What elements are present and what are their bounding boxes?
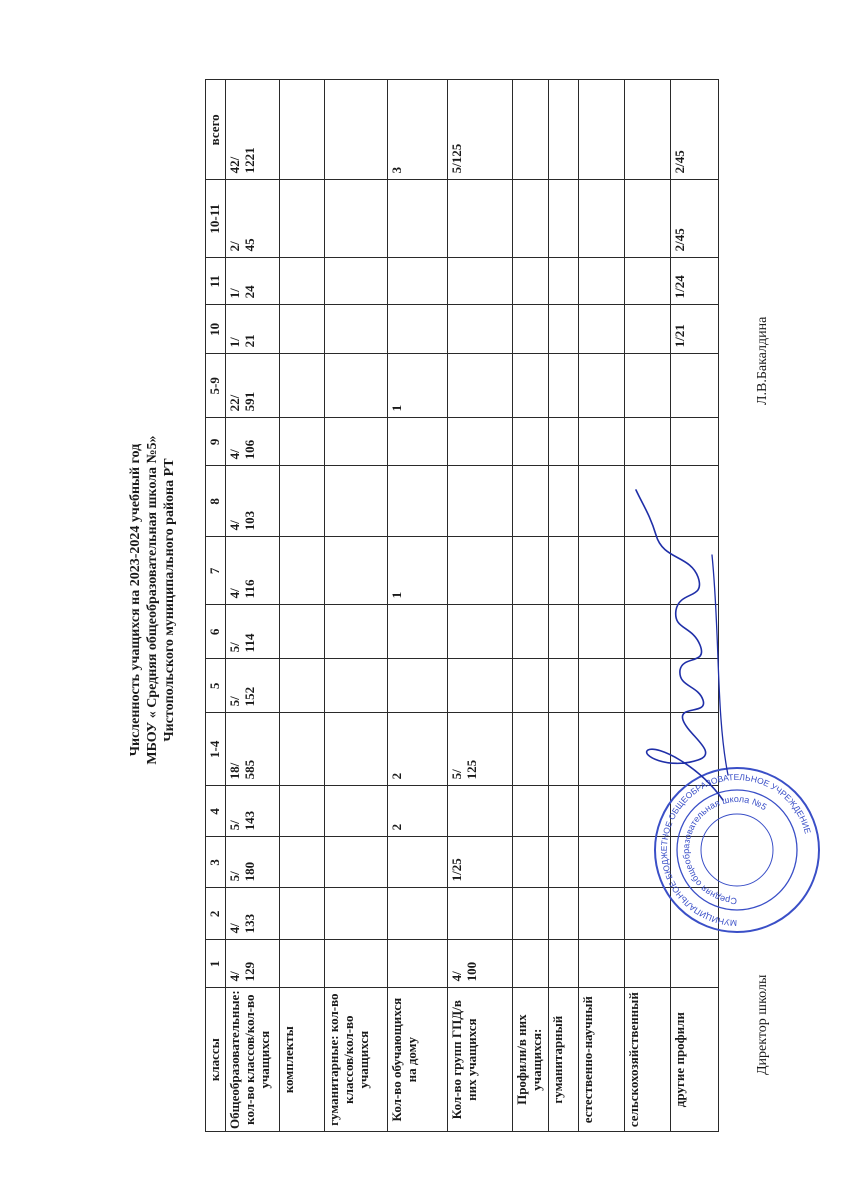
- table-cell: [513, 354, 549, 418]
- table-cell: [280, 466, 325, 537]
- table-cell: 1/ 21: [226, 305, 280, 354]
- table-cell: [280, 258, 325, 305]
- table-cell: [513, 418, 549, 466]
- table-cell: [325, 80, 388, 180]
- table-cell: [579, 605, 625, 659]
- table-cell: [280, 837, 325, 888]
- table-cell: [325, 786, 388, 837]
- table-cell: 2/45: [671, 80, 719, 180]
- header-cell: всего: [206, 80, 226, 180]
- table-cell: [513, 659, 549, 713]
- table-cell: [625, 940, 671, 988]
- table-row: [448, 80, 513, 1132]
- table-cell: 4/ 100: [448, 940, 513, 988]
- table-cell: [579, 180, 625, 258]
- table-cell: [448, 258, 513, 305]
- row-label: Кол-во обучающихся на дому: [388, 988, 448, 1132]
- table-cell: [388, 258, 448, 305]
- table-row: [388, 80, 448, 1132]
- table-cell: 5/ 180: [226, 837, 280, 888]
- table-cell: [625, 354, 671, 418]
- table-cell: [448, 786, 513, 837]
- table-cell: 1/24: [671, 258, 719, 305]
- table-cell: [513, 180, 549, 258]
- header-cell: 6: [206, 605, 226, 659]
- table-cell: 1: [388, 354, 448, 418]
- table-cell: [513, 305, 549, 354]
- table-cell: [513, 888, 549, 940]
- table-cell: [513, 837, 549, 888]
- table-cell: [280, 605, 325, 659]
- table-cell: [513, 713, 549, 786]
- table-cell: [579, 837, 625, 888]
- table-cell: [513, 466, 549, 537]
- table-cell: 5/125: [448, 80, 513, 180]
- table-cell: [280, 305, 325, 354]
- table-cell: 1/21: [671, 305, 719, 354]
- director-name: Л.В.Бакалдина: [755, 316, 770, 405]
- table-cell: [579, 466, 625, 537]
- table-cell: [388, 605, 448, 659]
- table-cell: [280, 354, 325, 418]
- table-cell: [625, 258, 671, 305]
- table-row: [549, 80, 579, 1132]
- title-line-3: Чистопольского муниципального района РТ: [162, 458, 177, 742]
- table-cell: [579, 713, 625, 786]
- table-cell: [388, 888, 448, 940]
- table-cell: [549, 786, 579, 837]
- header-cell: 10-11: [206, 180, 226, 258]
- table-cell: [579, 258, 625, 305]
- table-cell: 4/ 103: [226, 466, 280, 537]
- table-cell: 5/ 152: [226, 659, 280, 713]
- table-cell: [671, 418, 719, 466]
- header-cell: 2: [206, 888, 226, 940]
- row-label: гуманитарный: [549, 988, 579, 1132]
- row-label: гуманитарные: кол-во классов/кол-во учащихся: [325, 988, 388, 1132]
- table-cell: [325, 537, 388, 605]
- header-cell: классы: [206, 988, 226, 1132]
- table-cell: [549, 659, 579, 713]
- table-cell: [280, 659, 325, 713]
- table-cell: [549, 80, 579, 180]
- table-cell: 18/ 585: [226, 713, 280, 786]
- table-cell: [579, 786, 625, 837]
- table-cell: [513, 605, 549, 659]
- table-cell: [549, 605, 579, 659]
- table-cell: [388, 466, 448, 537]
- table-cell: [325, 180, 388, 258]
- table-cell: [549, 837, 579, 888]
- table-cell: [513, 80, 549, 180]
- table-cell: [549, 466, 579, 537]
- table-cell: [325, 418, 388, 466]
- table-cell: [388, 940, 448, 988]
- table-cell: [448, 537, 513, 605]
- header-cell: 11: [206, 258, 226, 305]
- title-line-2: МБОУ « Средняя общеобразовательная школа №5»: [145, 435, 160, 765]
- table-cell: [448, 418, 513, 466]
- table-cell: [625, 80, 671, 180]
- table-cell: 2/ 45: [226, 180, 280, 258]
- table-cell: 2: [388, 713, 448, 786]
- header-cell: 5-9: [206, 354, 226, 418]
- table-cell: 5/ 143: [226, 786, 280, 837]
- row-label: Общеобразовательные: кол-во классов/кол-во учащихся: [226, 988, 280, 1132]
- table-cell: [325, 837, 388, 888]
- table-cell: [388, 659, 448, 713]
- table-cell: [549, 940, 579, 988]
- table-cell: 2: [388, 786, 448, 837]
- table-cell: 4/ 116: [226, 537, 280, 605]
- table-cell: [513, 537, 549, 605]
- header-cell: 3: [206, 837, 226, 888]
- table-cell: [325, 466, 388, 537]
- table-cell: [325, 605, 388, 659]
- title-line-1: Численность учащихся на 2023-2024 учебный год: [128, 443, 143, 757]
- table-cell: [549, 180, 579, 258]
- header-cell: 10: [206, 305, 226, 354]
- header-row: [206, 80, 226, 1132]
- table-cell: 4/ 133: [226, 888, 280, 940]
- table-cell: [280, 418, 325, 466]
- table-cell: [579, 940, 625, 988]
- svg-text:Средняя общеобразовательная шк: [681, 794, 769, 906]
- row-label: естественно-научный: [579, 988, 625, 1132]
- table-cell: 1: [388, 537, 448, 605]
- header-cell: 1-4: [206, 713, 226, 786]
- table-cell: 5/ 125: [448, 713, 513, 786]
- row-label: комплекты: [280, 988, 325, 1132]
- table-row: [280, 80, 325, 1132]
- row-label: Профили/в них учащихся:: [513, 988, 549, 1132]
- table-cell: [448, 305, 513, 354]
- handwritten-signature: [628, 485, 748, 805]
- table-cell: [671, 940, 719, 988]
- table-cell: [448, 466, 513, 537]
- table-cell: 4/ 106: [226, 418, 280, 466]
- table-cell: [513, 786, 549, 837]
- table-cell: [625, 305, 671, 354]
- table-cell: [513, 940, 549, 988]
- table-cell: [579, 418, 625, 466]
- table-cell: 4/ 129: [226, 940, 280, 988]
- table-cell: [280, 537, 325, 605]
- table-cell: [388, 180, 448, 258]
- table-cell: [579, 80, 625, 180]
- table-cell: [280, 940, 325, 988]
- table-cell: 1/ 24: [226, 258, 280, 305]
- table-cell: 22/ 591: [226, 354, 280, 418]
- table-cell: [448, 180, 513, 258]
- table-cell: [549, 537, 579, 605]
- table-cell: 3: [388, 80, 448, 180]
- table-cell: [325, 713, 388, 786]
- table-cell: [325, 888, 388, 940]
- header-cell: 4: [206, 786, 226, 837]
- table-cell: [579, 537, 625, 605]
- table-cell: [448, 354, 513, 418]
- table-cell: [579, 659, 625, 713]
- table-cell: 2/45: [671, 180, 719, 258]
- header-cell: 9: [206, 418, 226, 466]
- header-cell: 7: [206, 537, 226, 605]
- table-cell: [579, 354, 625, 418]
- table-cell: [513, 258, 549, 305]
- table-row: [513, 80, 549, 1132]
- header-cell: 5: [206, 659, 226, 713]
- table-cell: [388, 305, 448, 354]
- table-cell: [549, 713, 579, 786]
- table-cell: [280, 786, 325, 837]
- stamp-inner-text: Средняя общеобразовательная школа №5: [680, 793, 769, 907]
- header-cell: 1: [206, 940, 226, 988]
- table-cell: [579, 305, 625, 354]
- table-cell: 5/ 114: [226, 605, 280, 659]
- table-cell: [625, 418, 671, 466]
- table-cell: [549, 888, 579, 940]
- table-cell: [280, 713, 325, 786]
- row-label: другие профили: [671, 988, 719, 1132]
- table-cell: [280, 180, 325, 258]
- table-row: [325, 80, 388, 1132]
- table-cell: [448, 605, 513, 659]
- director-label: Директор школы: [755, 974, 770, 1075]
- table-cell: [579, 888, 625, 940]
- table-cell: [448, 888, 513, 940]
- table-cell: [671, 354, 719, 418]
- table-cell: [448, 659, 513, 713]
- table-cell: [625, 180, 671, 258]
- table-cell: [549, 258, 579, 305]
- table-cell: [325, 354, 388, 418]
- table-row: [226, 80, 280, 1132]
- row-label: Кол-во групп ГПД/в них учащихся: [448, 988, 513, 1132]
- table-cell: 1/25: [448, 837, 513, 888]
- table-cell: [325, 659, 388, 713]
- table-row: [579, 80, 625, 1132]
- table-cell: [549, 305, 579, 354]
- table-cell: 42/ 1221: [226, 80, 280, 180]
- row-label: сельскохозяйственный: [625, 988, 671, 1132]
- table-cell: [280, 888, 325, 940]
- table-cell: [325, 305, 388, 354]
- table-cell: [388, 418, 448, 466]
- table-cell: [549, 418, 579, 466]
- table-cell: [549, 354, 579, 418]
- table-cell: [325, 258, 388, 305]
- stamp-outer-text: МУНИЦИПАЛЬНОЕ БЮДЖЕТНОЕ ОБЩЕОБРАЗОВАТЕЛЬНОЕ УЧРЕЖДЕНИЕ: [658, 771, 814, 929]
- header-cell: 8: [206, 466, 226, 537]
- table-cell: [388, 837, 448, 888]
- table-cell: [325, 940, 388, 988]
- table-cell: [280, 80, 325, 180]
